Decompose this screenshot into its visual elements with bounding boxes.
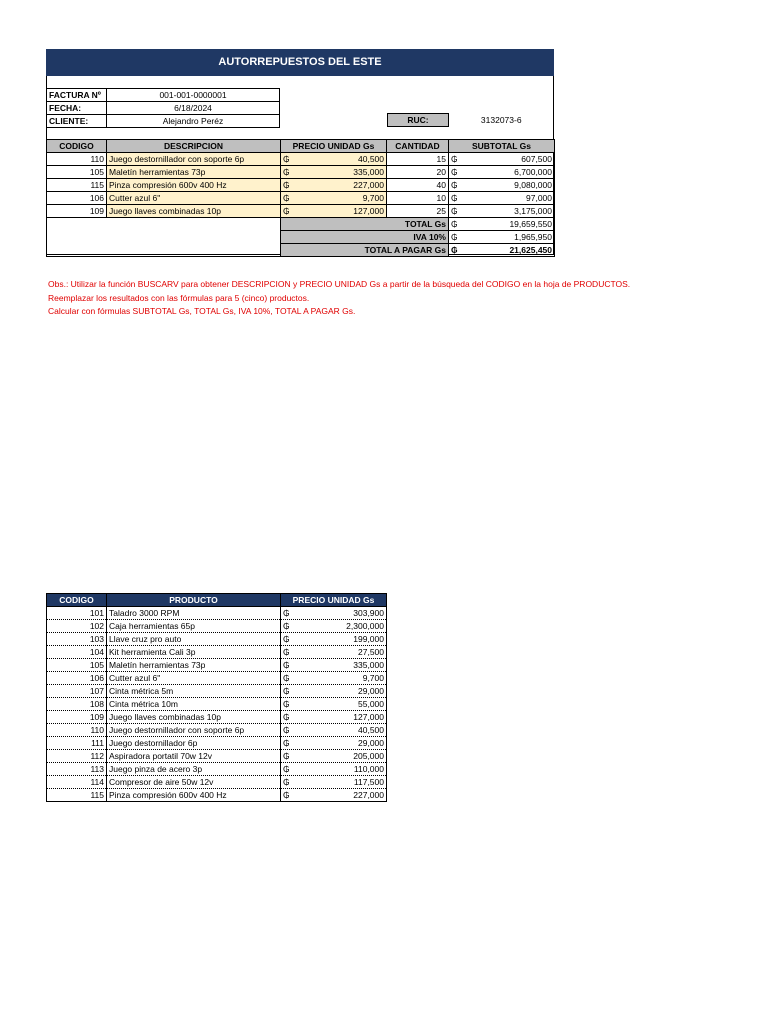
product-row bbox=[47, 737, 387, 750]
cliente-label: CLIENTE: bbox=[47, 115, 107, 128]
product-nombre[interactable]: Caja herramientas 65p bbox=[107, 620, 281, 633]
pagar-value-cell[interactable] bbox=[449, 244, 555, 257]
product-row bbox=[47, 659, 387, 672]
currency-icon: ₲ bbox=[283, 789, 290, 800]
product-nombre[interactable]: Maletín herramientas 73p bbox=[107, 659, 281, 672]
product-precio-cell[interactable] bbox=[281, 750, 387, 763]
product-codigo[interactable]: 109 bbox=[47, 711, 107, 724]
invoice-title: AUTORREPUESTOS DEL ESTE bbox=[46, 49, 554, 76]
products-header-precio: PRECIO UNIDAD Gs bbox=[281, 594, 387, 607]
ruc-label: RUC: bbox=[388, 114, 449, 127]
product-codigo[interactable]: 113 bbox=[47, 763, 107, 776]
product-precio: 55,000 bbox=[358, 698, 384, 709]
product-codigo[interactable]: 111 bbox=[47, 737, 107, 750]
item-precio: 40,500 bbox=[358, 153, 384, 164]
item-subtotal-cell[interactable] bbox=[449, 192, 555, 205]
item-subtotal-cell[interactable] bbox=[449, 153, 555, 166]
product-precio: 205,000 bbox=[353, 750, 384, 761]
item-precio: 227,000 bbox=[353, 179, 384, 190]
product-precio-cell[interactable] bbox=[281, 607, 387, 620]
total-label: TOTAL Gs bbox=[281, 218, 449, 231]
currency-icon: ₲ bbox=[283, 153, 290, 164]
product-nombre[interactable]: Compresor de aire 50w 12v bbox=[107, 776, 281, 789]
currency-icon: ₲ bbox=[283, 607, 290, 618]
item-subtotal-cell[interactable] bbox=[449, 179, 555, 192]
currency-icon: ₲ bbox=[283, 776, 290, 787]
currency-icon: ₲ bbox=[283, 763, 290, 774]
product-nombre[interactable]: Llave cruz pro auto bbox=[107, 633, 281, 646]
header-codigo: CODIGO bbox=[47, 140, 107, 153]
header-cantidad: CANTIDAD bbox=[387, 140, 449, 153]
ruc-value[interactable]: 3132073-6 bbox=[480, 114, 522, 125]
item-codigo[interactable]: 115 bbox=[47, 179, 107, 192]
product-nombre[interactable]: Juego destornillador 6p bbox=[107, 737, 281, 750]
item-precio-cell[interactable] bbox=[281, 205, 387, 218]
products-header-codigo: CODIGO bbox=[47, 594, 107, 607]
product-precio: 110,000 bbox=[353, 763, 384, 774]
header-subtotal: SUBTOTAL Gs bbox=[449, 140, 555, 153]
product-nombre[interactable]: Aspiradora portatil 70w 12v bbox=[107, 750, 281, 763]
currency-icon: ₲ bbox=[283, 179, 290, 190]
product-row bbox=[47, 750, 387, 763]
product-codigo[interactable]: 101 bbox=[47, 607, 107, 620]
currency-icon: ₲ bbox=[283, 633, 290, 644]
product-precio: 117,500 bbox=[353, 776, 384, 787]
obs-line-2: Reemplazar los resultados con las fórmulas para 5 (cinco) productos. bbox=[48, 293, 310, 303]
product-precio-cell[interactable] bbox=[281, 789, 387, 802]
product-nombre[interactable]: Pinza compresión 600v 400 Hz bbox=[107, 789, 281, 802]
product-precio: 40,500 bbox=[358, 724, 384, 735]
item-codigo[interactable]: 105 bbox=[47, 166, 107, 179]
invoice-item-row bbox=[47, 205, 555, 218]
item-subtotal: 97,000 bbox=[526, 192, 552, 203]
item-descripcion[interactable]: Cutter azul 6" bbox=[107, 192, 281, 205]
currency-icon: ₲ bbox=[283, 205, 290, 216]
invoice-item-row bbox=[47, 166, 555, 179]
product-row bbox=[47, 672, 387, 685]
header-descripcion: DESCRIPCION bbox=[107, 140, 281, 153]
product-precio-cell[interactable] bbox=[281, 763, 387, 776]
product-precio-cell[interactable] bbox=[281, 737, 387, 750]
item-precio: 9,700 bbox=[362, 192, 384, 203]
currency-icon: ₲ bbox=[283, 698, 290, 709]
item-cantidad[interactable]: 15 bbox=[387, 153, 449, 166]
product-precio-cell[interactable] bbox=[281, 672, 387, 685]
iva-label: IVA 10% bbox=[281, 231, 449, 244]
item-subtotal: 9,080,000 bbox=[514, 179, 552, 190]
product-precio: 9,700 bbox=[362, 672, 384, 683]
factura-value[interactable]: 001-001-0000001 bbox=[107, 89, 280, 102]
product-nombre[interactable]: Juego llaves combinadas 10p bbox=[107, 711, 281, 724]
product-precio-cell[interactable] bbox=[281, 620, 387, 633]
currency-icon: ₲ bbox=[283, 724, 290, 735]
item-precio-cell[interactable] bbox=[281, 166, 387, 179]
product-precio-cell[interactable] bbox=[281, 776, 387, 789]
currency-icon: ₲ bbox=[451, 218, 458, 229]
product-nombre[interactable]: Cinta métrica 10m bbox=[107, 698, 281, 711]
product-row bbox=[47, 685, 387, 698]
item-descripcion[interactable]: Juego llaves combinadas 10p bbox=[107, 205, 281, 218]
currency-icon: ₲ bbox=[451, 192, 458, 203]
fecha-label: FECHA: bbox=[47, 102, 107, 115]
product-precio: 27,500 bbox=[358, 646, 384, 657]
product-codigo[interactable]: 107 bbox=[47, 685, 107, 698]
item-precio-cell[interactable] bbox=[281, 179, 387, 192]
currency-icon: ₲ bbox=[283, 192, 290, 203]
product-row bbox=[47, 646, 387, 659]
item-descripcion[interactable]: Pinza compresión 600v 400 Hz bbox=[107, 179, 281, 192]
product-nombre[interactable]: Cutter azul 6" bbox=[107, 672, 281, 685]
item-precio-cell[interactable] bbox=[281, 192, 387, 205]
product-precio: 2,300,000 bbox=[346, 620, 384, 631]
factura-label: FACTURA Nº bbox=[47, 89, 107, 102]
item-cantidad[interactable]: 20 bbox=[387, 166, 449, 179]
product-nombre[interactable]: Juego destornillador con soporte 6p bbox=[107, 724, 281, 737]
pagar-label: TOTAL A PAGAR Gs bbox=[281, 244, 449, 257]
product-precio: 199,000 bbox=[353, 633, 384, 644]
product-precio: 29,000 bbox=[358, 685, 384, 696]
item-cantidad[interactable]: 25 bbox=[387, 205, 449, 218]
iva-value: 1,965,950 bbox=[514, 231, 552, 242]
product-nombre[interactable]: Juego pinza de acero 3p bbox=[107, 763, 281, 776]
currency-icon: ₲ bbox=[451, 153, 458, 164]
products-header-producto: PRODUCTO bbox=[107, 594, 281, 607]
item-subtotal-cell[interactable] bbox=[449, 166, 555, 179]
product-precio-cell[interactable] bbox=[281, 724, 387, 737]
currency-icon: ₲ bbox=[451, 179, 458, 190]
invoice-header-row bbox=[47, 140, 555, 153]
product-codigo[interactable]: 106 bbox=[47, 672, 107, 685]
item-subtotal: 3,175,000 bbox=[514, 205, 552, 216]
currency-icon: ₲ bbox=[283, 620, 290, 631]
product-codigo[interactable]: 115 bbox=[47, 789, 107, 802]
product-precio: 29,000 bbox=[358, 737, 384, 748]
product-precio: 127,000 bbox=[353, 711, 384, 722]
product-codigo[interactable]: 112 bbox=[47, 750, 107, 763]
product-precio-cell[interactable] bbox=[281, 659, 387, 672]
item-cantidad[interactable]: 40 bbox=[387, 179, 449, 192]
item-subtotal-cell[interactable] bbox=[449, 205, 555, 218]
item-descripcion[interactable]: Maletín herramientas 73p bbox=[107, 166, 281, 179]
product-precio: 335,000 bbox=[353, 659, 384, 670]
currency-icon: ₲ bbox=[283, 685, 290, 696]
product-nombre[interactable]: Taladro 3000 RPM bbox=[107, 607, 281, 620]
product-codigo[interactable]: 103 bbox=[47, 633, 107, 646]
currency-icon: ₲ bbox=[283, 646, 290, 657]
currency-icon: ₲ bbox=[283, 711, 290, 722]
item-codigo[interactable]: 109 bbox=[47, 205, 107, 218]
product-precio: 303,900 bbox=[353, 607, 384, 618]
item-codigo[interactable]: 106 bbox=[47, 192, 107, 205]
item-subtotal: 6,700,000 bbox=[514, 166, 552, 177]
product-row bbox=[47, 633, 387, 646]
product-row bbox=[47, 607, 387, 620]
item-cantidad[interactable]: 10 bbox=[387, 192, 449, 205]
currency-icon: ₲ bbox=[451, 205, 458, 216]
product-codigo[interactable]: 105 bbox=[47, 659, 107, 672]
invoice-item-row bbox=[47, 179, 555, 192]
product-row bbox=[47, 789, 387, 802]
product-nombre[interactable]: Cinta métrica 5m bbox=[107, 685, 281, 698]
product-row bbox=[47, 763, 387, 776]
iva-value-cell[interactable] bbox=[449, 231, 555, 244]
item-precio: 335,000 bbox=[353, 166, 384, 177]
currency-icon: ₲ bbox=[283, 166, 290, 177]
invoice-info-table bbox=[46, 88, 280, 128]
product-precio: 227,000 bbox=[353, 789, 384, 800]
total-value: 19,659,550 bbox=[509, 218, 552, 229]
product-row bbox=[47, 776, 387, 789]
currency-icon: ₲ bbox=[283, 672, 290, 683]
product-precio-cell[interactable] bbox=[281, 633, 387, 646]
obs-line-1: Obs.: Utilizar la función BUSCARV para obtener DESCRIPCION y PRECIO UNIDAD Gs a partir de la búsqueda del CODIGO en la hoja de PRODUCTOS. bbox=[48, 279, 631, 289]
invoice-item-row bbox=[47, 192, 555, 205]
product-precio-cell[interactable] bbox=[281, 685, 387, 698]
product-row bbox=[47, 698, 387, 711]
currency-icon: ₲ bbox=[283, 737, 290, 748]
currency-icon: ₲ bbox=[283, 659, 290, 670]
product-nombre[interactable]: Kit herramienta Cali 3p bbox=[107, 646, 281, 659]
product-row bbox=[47, 711, 387, 724]
product-precio-cell[interactable] bbox=[281, 698, 387, 711]
product-row bbox=[47, 620, 387, 633]
currency-icon: ₲ bbox=[451, 166, 458, 177]
invoice-item-row bbox=[47, 153, 555, 166]
product-precio-cell[interactable] bbox=[281, 646, 387, 659]
products-table bbox=[46, 593, 387, 802]
product-codigo[interactable]: 108 bbox=[47, 698, 107, 711]
header-precio: PRECIO UNIDAD Gs bbox=[281, 140, 387, 153]
item-subtotal: 607,500 bbox=[521, 153, 552, 164]
item-descripcion[interactable]: Juego destornillador con soporte 6p bbox=[107, 153, 281, 166]
currency-icon: ₲ bbox=[283, 750, 290, 761]
product-codigo[interactable]: 102 bbox=[47, 620, 107, 633]
cliente-value[interactable]: Alejandro Peréz bbox=[107, 115, 280, 128]
currency-icon: ₲ bbox=[451, 231, 458, 242]
product-codigo[interactable]: 104 bbox=[47, 646, 107, 659]
pagar-value: 21,625,450 bbox=[509, 244, 552, 255]
invoice-items-table bbox=[46, 139, 555, 257]
total-row bbox=[47, 218, 555, 231]
item-precio: 127,000 bbox=[353, 205, 384, 216]
item-codigo[interactable]: 110 bbox=[47, 153, 107, 166]
product-codigo[interactable]: 114 bbox=[47, 776, 107, 789]
total-value-cell[interactable] bbox=[449, 218, 555, 231]
fecha-value[interactable]: 6/18/2024 bbox=[107, 102, 280, 115]
obs-line-3: Calcular con fórmulas SUBTOTAL Gs, TOTAL Gs, IVA 10%, TOTAL A PAGAR Gs. bbox=[48, 306, 356, 316]
product-codigo[interactable]: 110 bbox=[47, 724, 107, 737]
product-row bbox=[47, 724, 387, 737]
products-header-row bbox=[47, 594, 387, 607]
currency-icon: ₲ bbox=[451, 244, 458, 255]
product-precio-cell[interactable] bbox=[281, 711, 387, 724]
ruc-table bbox=[387, 113, 554, 127]
item-precio-cell[interactable] bbox=[281, 153, 387, 166]
